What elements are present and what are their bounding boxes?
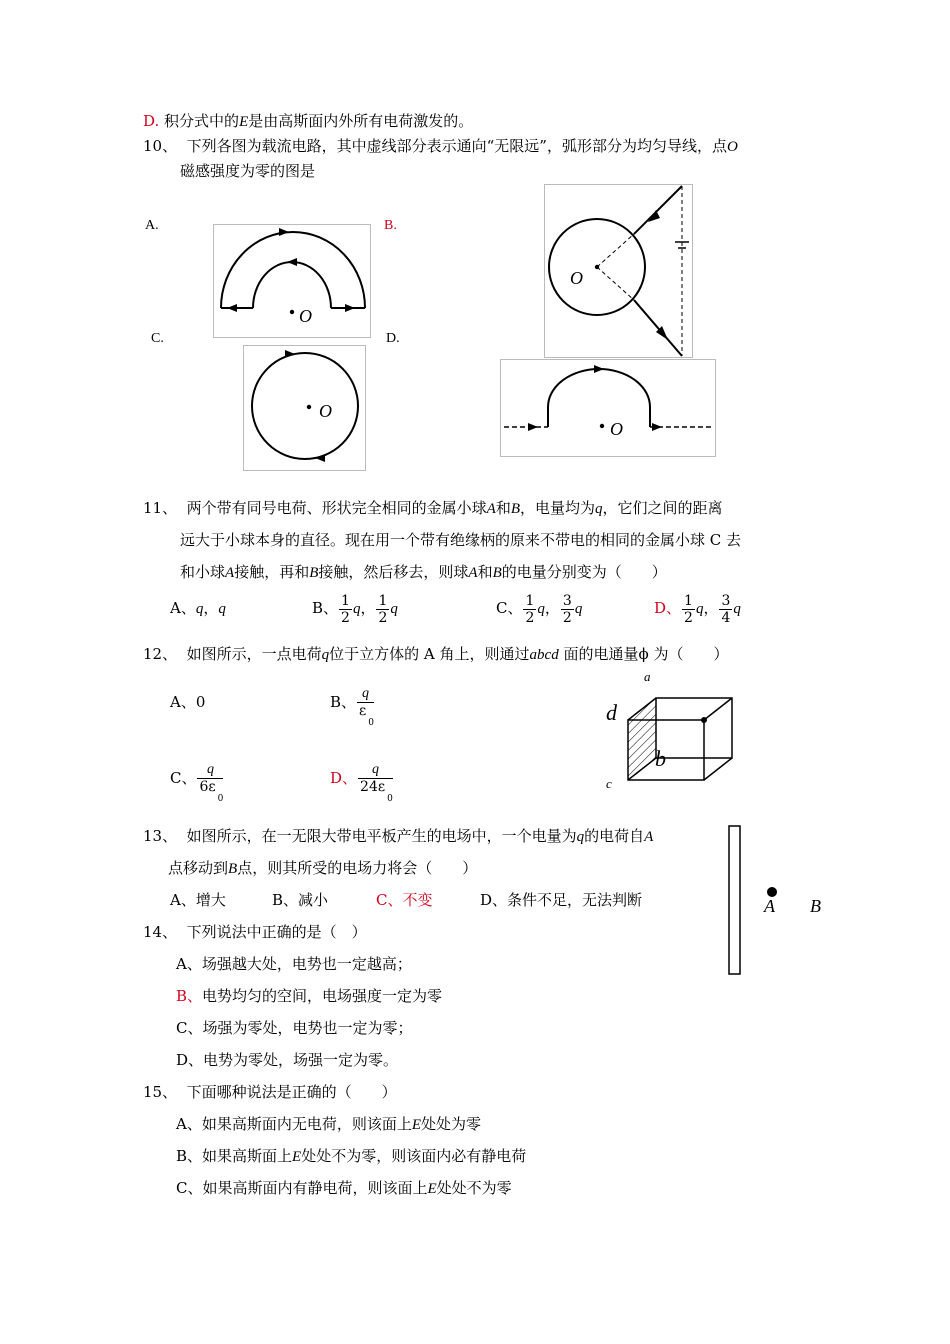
q12-option-a: A、0	[170, 693, 206, 711]
q14-option-a: A、场强越大处，电势也一定越高；	[176, 955, 412, 973]
q12-option-c: C、 $\frac{q}{6\varepsilon_0}$	[170, 761, 224, 804]
symbol-e: E	[239, 114, 249, 130]
figure-10d	[500, 359, 716, 457]
figure-10c	[243, 345, 366, 471]
cube-label-c: c	[606, 776, 612, 791]
q12-option-d: D、 $\frac{q}{24\varepsilon_0}$	[330, 761, 393, 804]
q13-option-c: C、不变	[376, 891, 433, 909]
q12-option-b: B、 $\frac{q}{\varepsilon_0}$	[330, 685, 375, 728]
point-o-label: O	[299, 306, 312, 326]
figure-10a	[213, 224, 371, 338]
figure-10b	[544, 184, 693, 358]
q10-option-a-label: A.	[145, 218, 159, 233]
cube-label-d: d	[606, 700, 617, 725]
question-10-stem: 10、 下列各图为载流电路，其中虚线部分表示通向“无限远”，弧形部分为均匀导线，点O	[143, 137, 738, 155]
question-13-stem-line2: 点移动到B点，则其所受的电场力将会（ ）	[168, 859, 478, 877]
q15-option-c: C、如果高斯面内有静电荷，则该面上E处处不为零	[176, 1179, 512, 1197]
point-a-label: A	[764, 896, 775, 916]
question-14-stem: 14、 下列说法中正确的是（ ）	[143, 923, 367, 941]
q14-option-c: C、场强为零处，电势也一定为零；	[176, 1019, 413, 1037]
point-b-label: B	[810, 896, 821, 916]
q14-option-b: B、电势均匀的空间，电场强度一定为零	[176, 987, 443, 1005]
cube-figure	[600, 668, 740, 798]
q10-option-b-label: B.	[384, 218, 397, 233]
q14-option-d: D、电势为零处，场强一定为零。	[176, 1051, 399, 1069]
q11-option-d: D、 $\frac{1}{2}$ q， $\frac{3}{4}$ q	[654, 592, 741, 626]
prev-option-d	[143, 111, 473, 132]
option-text: 是由高斯面内外所有电荷激发的。	[248, 112, 474, 130]
q13-option-b: B、减小	[272, 891, 329, 909]
question-13-stem: 13、 如图所示，在一无限大带电平板产生的电场中，一个电量为q的电荷自A	[143, 827, 654, 845]
charged-plate-figure	[726, 824, 836, 976]
question-11-stem-line2: 远大于小球本身的直径。现在用一个带有绝缘柄的原来不带电的相同的金属小球 C 去	[180, 531, 742, 549]
question-11-stem: 11、 两个带有同号电荷、形状完全相同的金属小球A和B，电量均为q，它们之间的距离	[143, 499, 723, 517]
q10-option-c-label: C.	[151, 331, 164, 346]
cube-label-b: b	[655, 746, 666, 771]
q13-option-d: D、条件不足，无法判断	[480, 891, 643, 909]
q11-option-c: C、 $\frac{1}{2}$ q， $\frac{3}{2}$ q	[496, 592, 583, 626]
point-o-label: O	[610, 419, 623, 439]
question-10-stem-line2: 磁感强度为零的图是	[180, 162, 316, 180]
point-o-label: O	[319, 401, 332, 421]
question-11-stem-line3: 和小球A接触，再和B接触，然后移去，则球A和B的电量分别变为（ ）	[180, 563, 667, 581]
option-text: 积分式中的	[164, 112, 240, 130]
question-15-stem: 15、 下面哪种说法是正确的（ ）	[143, 1083, 397, 1101]
q11-option-a: A、q，q	[170, 599, 226, 617]
q10-option-d-label: D.	[386, 331, 400, 346]
q15-option-a: A、如果高斯面内无电荷，则该面上E处处为零	[176, 1115, 482, 1133]
question-12-stem: 12、 如图所示，一点电荷q位于立方体的 A 角上，则通过abcd 面的电通量ϕ 为（ ）	[143, 645, 729, 663]
q15-option-b: B、如果高斯面上E处处不为零，则该面内必有静电荷	[176, 1147, 527, 1165]
option-letter: D.	[143, 112, 160, 130]
q13-option-a: A、增大	[170, 891, 226, 909]
point-o-label: O	[570, 268, 583, 288]
q11-option-b: B、 $\frac{1}{2}$ q， $\frac{1}{2}$ q	[312, 592, 398, 626]
cube-label-a: a	[644, 669, 651, 684]
